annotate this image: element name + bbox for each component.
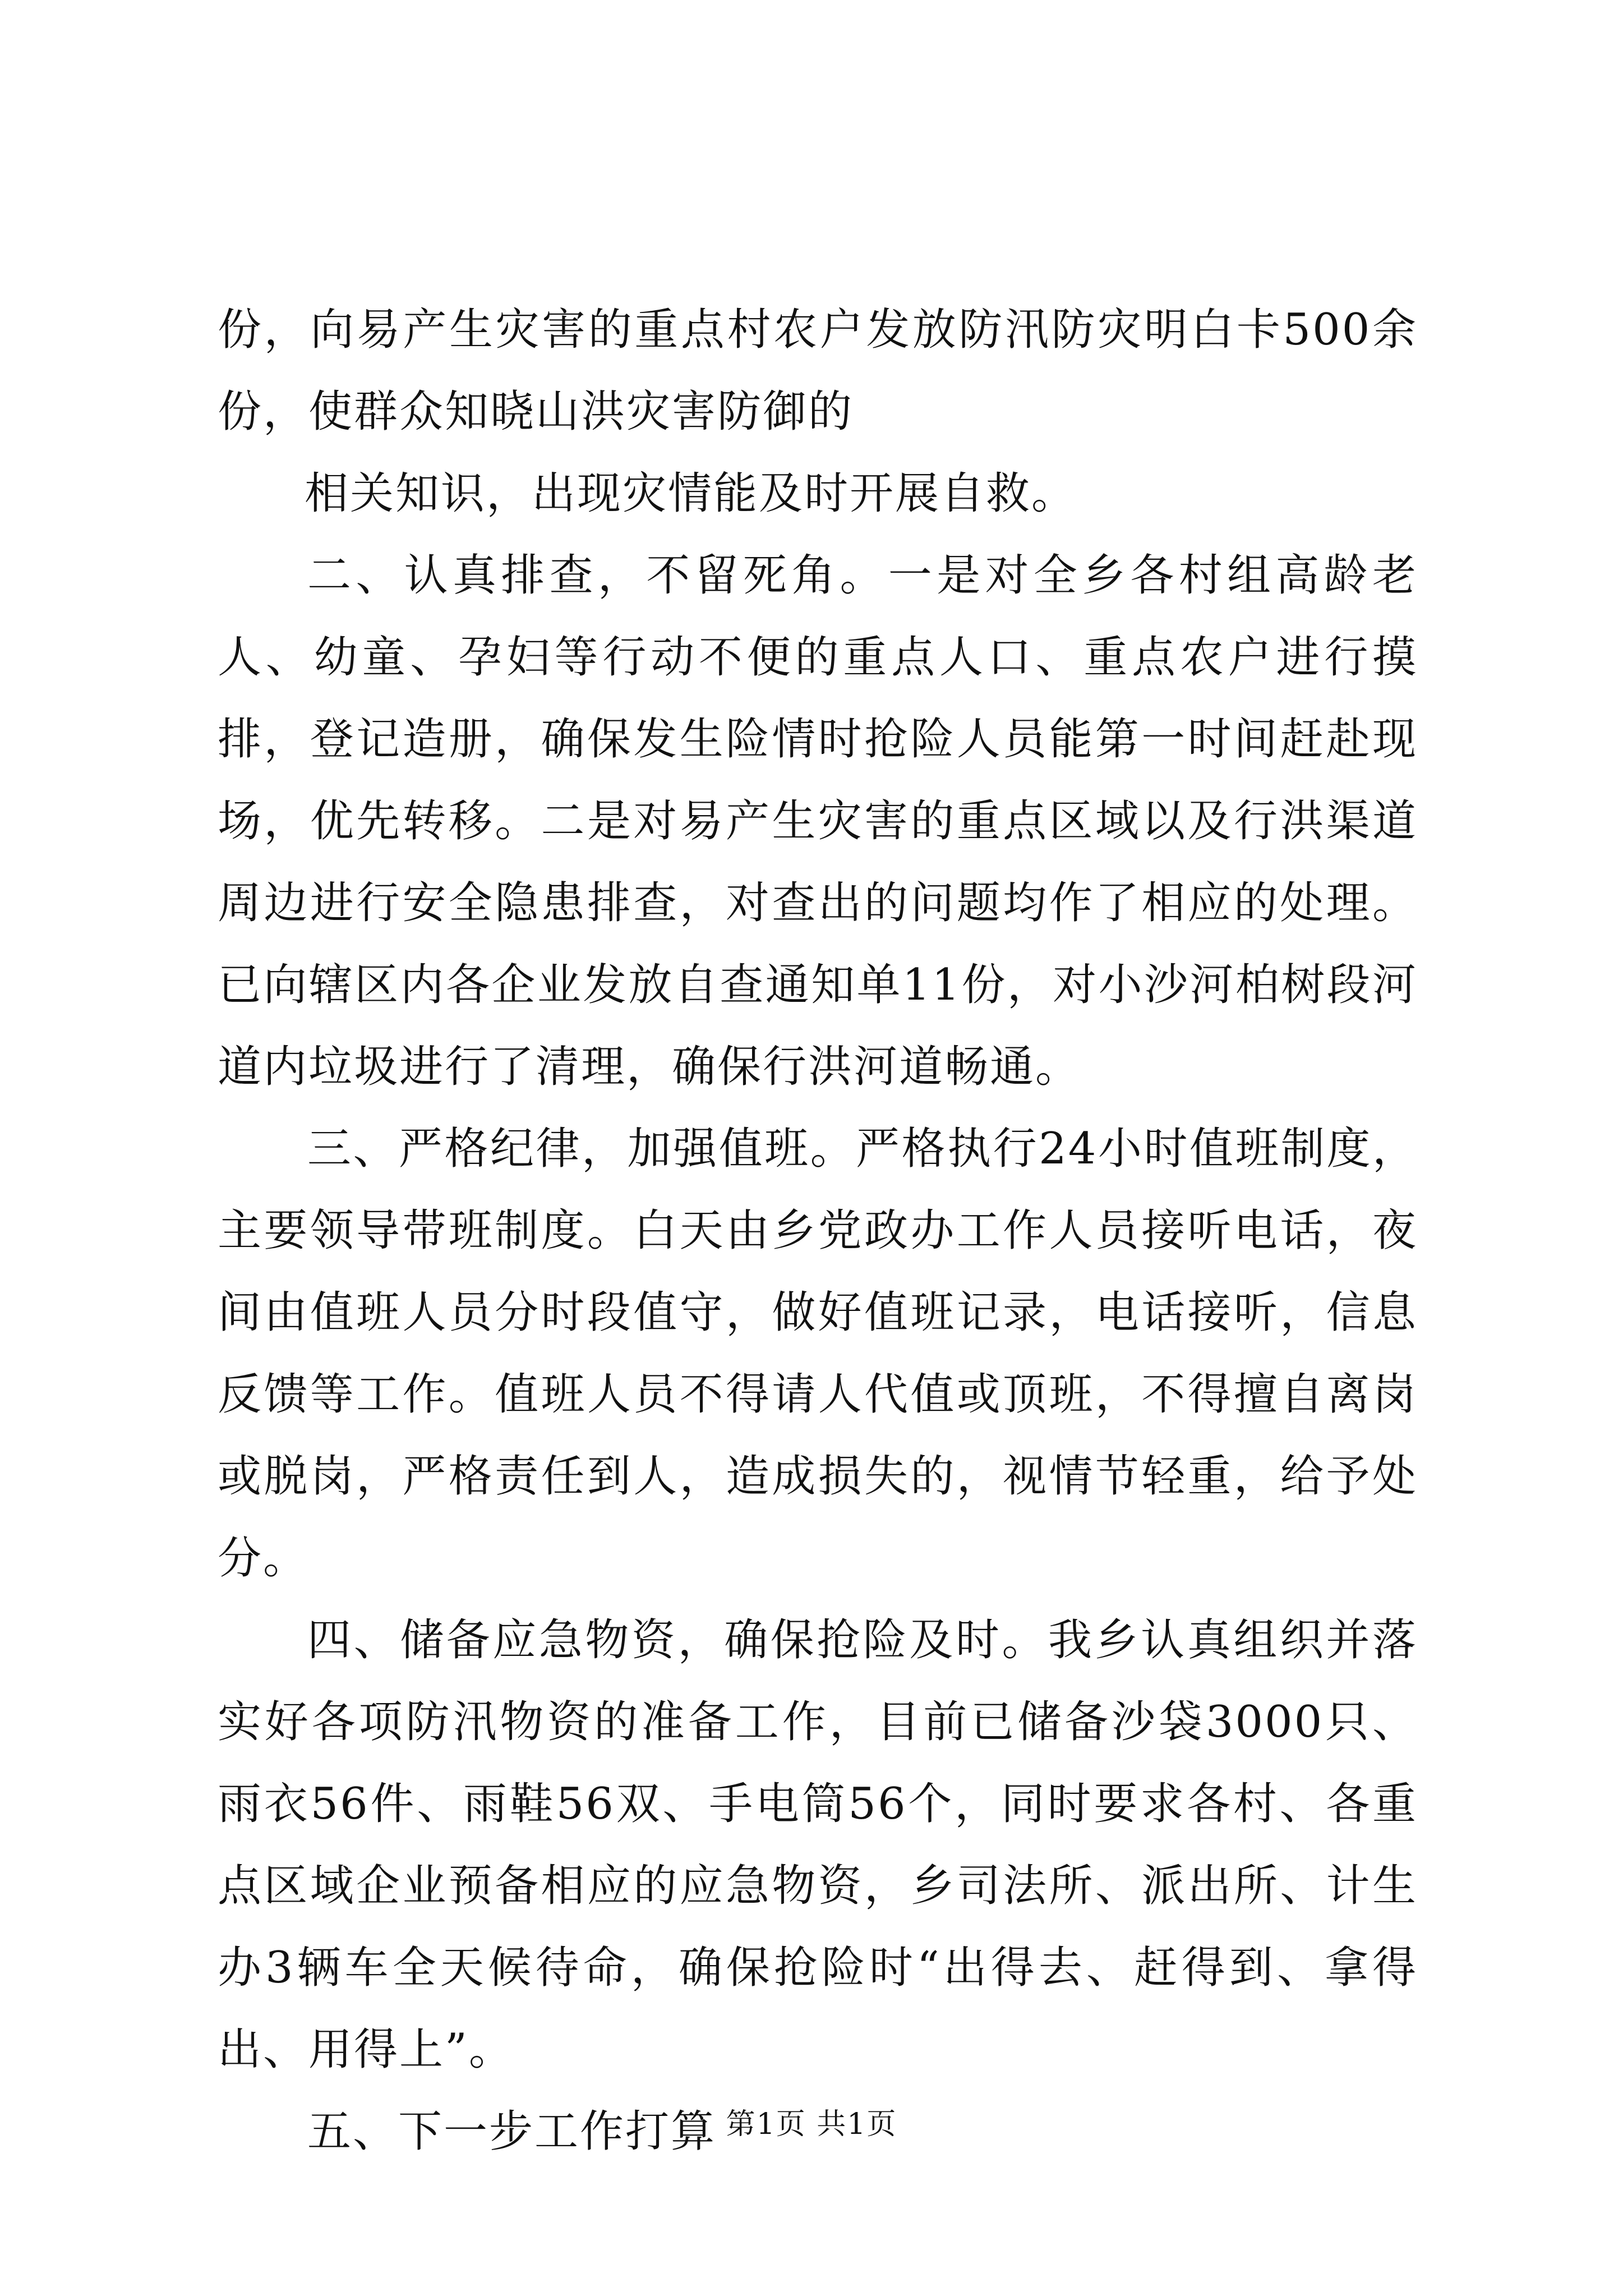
paragraph-section-5: 五、下一步工作打算 xyxy=(307,2106,717,2157)
paragraph-section-4: 四、储备应急物资，确保抢险及时。我乡认真组织并落实好各项防汛物资的准备工作，目前已储备沙袋3000只、雨衣56件、雨鞋56双、手电筒56个，同时要求各村、各重点区域企业预备相应的应急物资，乡司法所、派出所、计生办3辆车全天候待命，确保抢险时“出得去、赶得到、拿得出、用得上”。 xyxy=(218,1615,1418,2075)
paragraph-section-3: 三、严格纪律，加强值班。严格执行24小时值班制度，主要领导带班制度。白天由乡党政办工作人员接听电话，夜间由值班人员分时段值守，做好值班记录，电话接听，信息反馈等工作。值班人员不得请人代值或顶班，不得擅自离岗或脱岗，严格责任到人，造成损失的，视情节轻重，给予处分。 xyxy=(218,1124,1418,1584)
paragraph-self-rescue: 相关知识，出现灾情能及时开展自救。 xyxy=(305,468,1077,519)
page-number-footer: 第1页 共1页 xyxy=(726,2108,897,2141)
paragraph-section-2: 二、认真排查，不留死角。一是对全乡各村组高龄老人、幼童、孕妇等行动不便的重点人口、重点农户进行摸排，登记造册，确保发生险情时抢险人员能第一时间赶赴现场，优先转移。二是对易产生灾害的重点区域以及行洪渠道周边进行安全隐患排查，对查出的问题均作了相应的处理。已向辖区内各企业发放自查通知单11份，对小沙河柏树段河道内垃圾进行了清理，确保行洪河道畅通。 xyxy=(218,550,1418,1092)
paragraph-continuation: 份，向易产生灾害的重点村农户发放防汛防灾明白卡500余份，使群众知晓山洪灾害防御的 xyxy=(218,305,1418,437)
document-body xyxy=(218,289,1418,2173)
